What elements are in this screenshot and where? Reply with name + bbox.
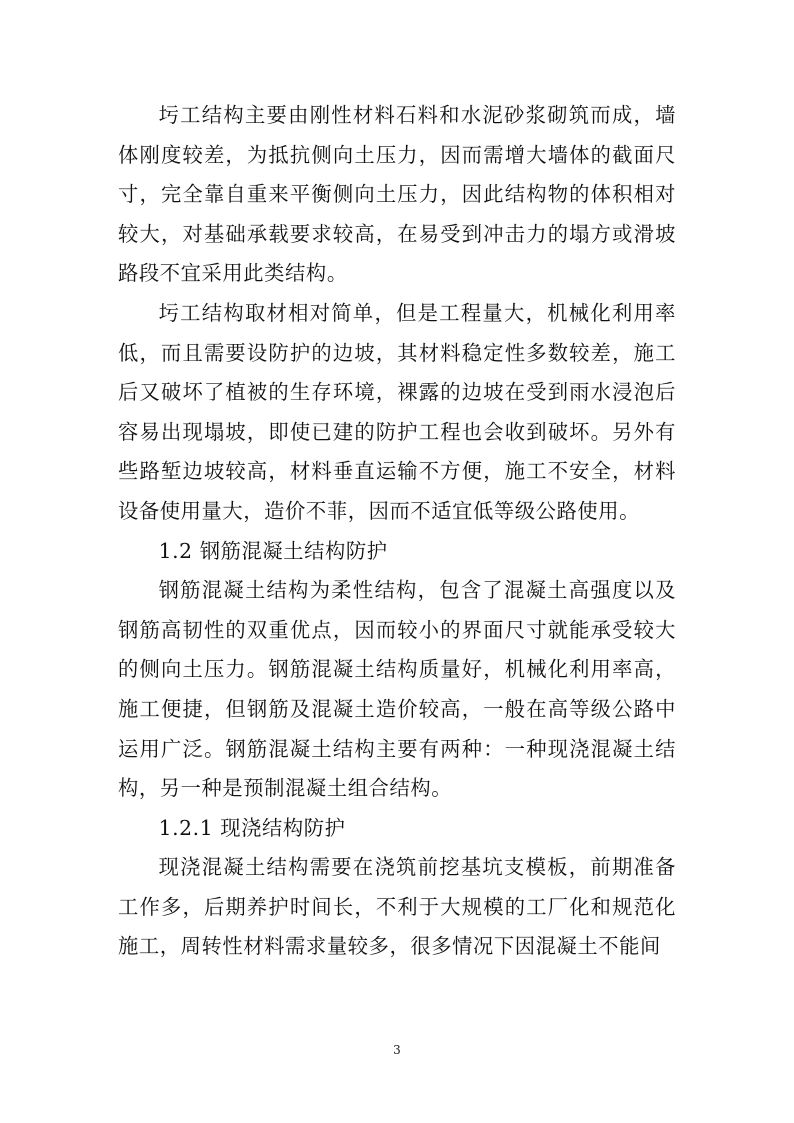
paragraph-masonry-drawbacks: 圬工结构取材相对简单，但是工程量大，机械化利用率低，而且需要设防护的边坡，其材料稳定性多数较差，施工后又破坏了植被的生存环境，裸露的边坡在受到雨水浸泡后容易出现塌坡，即使已建的防护工程也会收到破坏。另外有些路堑边坡较高，材料垂直运输不方便，施工不安全，材料设备使用量大，造价不菲，因而不适宜低等级公路使用。: [118, 300, 676, 523]
section-heading-1-2-1: 1.2.1 现浇结构防护: [158, 815, 346, 840]
section-heading-1-2: 1.2 钢筋混凝土结构防护: [158, 538, 388, 563]
paragraph-cast-in-place: 现浇混凝土结构需要在浇筑前挖基坑支模板，前期准备工作多，后期养护时间长，不利于大规模的工厂化和规范化施工，周转性材料需求量较多，很多情况下因混凝土不能间: [118, 855, 676, 959]
paragraph-reinforced-concrete: 钢筋混凝土结构为柔性结构，包含了混凝土高强度以及钢筋高韧性的双重优点，因而较小的界面尺寸就能承受较大的侧向土压力。钢筋混凝土结构质量好，机械化利用率高，施工便捷，但钢筋及混凝土造价较高，一般在高等级公路中运用广泛。钢筋混凝土结构主要有两种：一种现浇混凝土结构，另一种是预制混凝土组合结构。: [118, 578, 676, 801]
paragraph-masonry-structure: 圬工结构主要由刚性材料石料和水泥砂浆砌筑而成，墙体刚度较差，为抵抗侧向土压力，因而需增大墙体的截面尺寸，完全靠自重来平衡侧向土压力，因此结构物的体积相对较大，对基础承载要求较高，在易受到冲击力的塌方或滑坡路段不宜采用此类结构。: [118, 103, 676, 286]
page-number: 3: [393, 1043, 401, 1057]
body-text: [118, 96, 676, 967]
